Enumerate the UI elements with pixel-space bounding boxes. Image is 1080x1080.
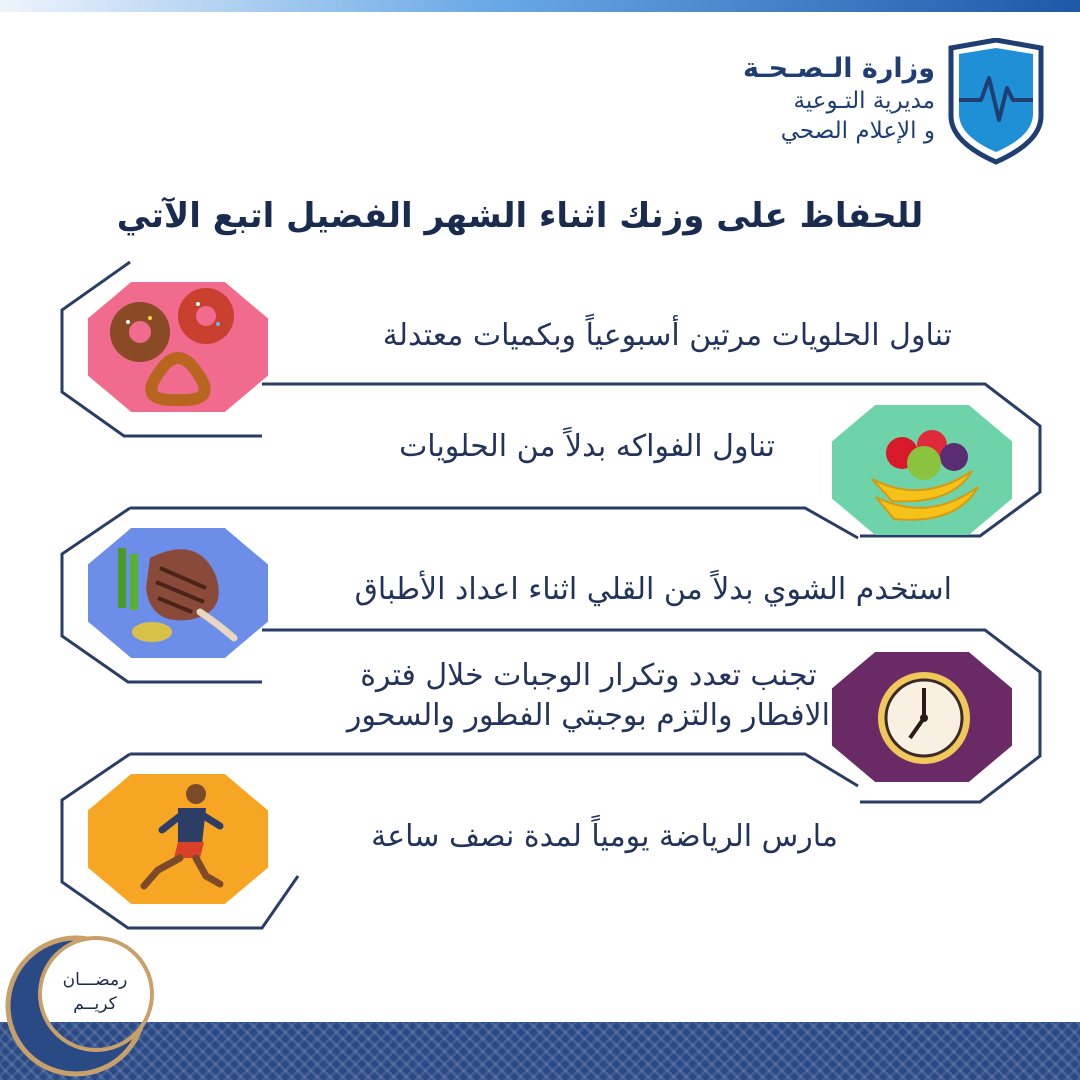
fruit-bowl-icon <box>832 405 1012 535</box>
ramadan-line-2: كريــم <box>73 994 117 1014</box>
frame-5-top <box>130 754 858 786</box>
tip-4-line-1: تجنب تعدد وتكرار الوجبات خلال فترة <box>360 658 817 693</box>
tip-2-image <box>832 405 1012 535</box>
tip-1-text: تناول الحلويات مرتين أسبوعياً وبكميات معتدلة <box>382 318 952 353</box>
tip-3-image <box>88 528 268 658</box>
tip-5-image <box>88 774 268 904</box>
tip-4-image <box>832 652 1012 782</box>
tip-3-text: استخدم الشوي بدلاً من القلي اثناء اعداد الأطباق <box>354 572 952 607</box>
ramadan-line-1: رمضـــان <box>62 970 128 990</box>
tip-2-text: تناول الفواكه بدلاً من الحلويات <box>399 429 775 464</box>
tip-4-line-2: الافطار والتزم بوجبتي الفطور والسحور <box>346 698 830 733</box>
bottom-pattern-bar <box>0 1022 1080 1080</box>
tip-4-text <box>347 656 830 736</box>
grilled-meat-icon <box>88 528 268 658</box>
tip-5-text: مارس الرياضة يومياً لمدة نصف ساعة <box>371 819 838 854</box>
logo-line-2: مديرية التـوعية <box>793 88 935 114</box>
runner-icon <box>88 774 268 904</box>
logo-line-1: وزارة الـصـحـة <box>743 53 935 84</box>
clock-icon <box>832 652 1012 782</box>
ramadan-kareem-text <box>54 968 136 1016</box>
frame-3-top <box>130 508 858 538</box>
logo-line-3: و الإعلام الصحي <box>780 118 935 144</box>
sweets-icon <box>88 282 268 412</box>
page-title: للحفاظ على وزنك اثناء الشهر الفضيل اتبع الآتي <box>116 196 924 236</box>
tip-1-image <box>88 282 268 412</box>
